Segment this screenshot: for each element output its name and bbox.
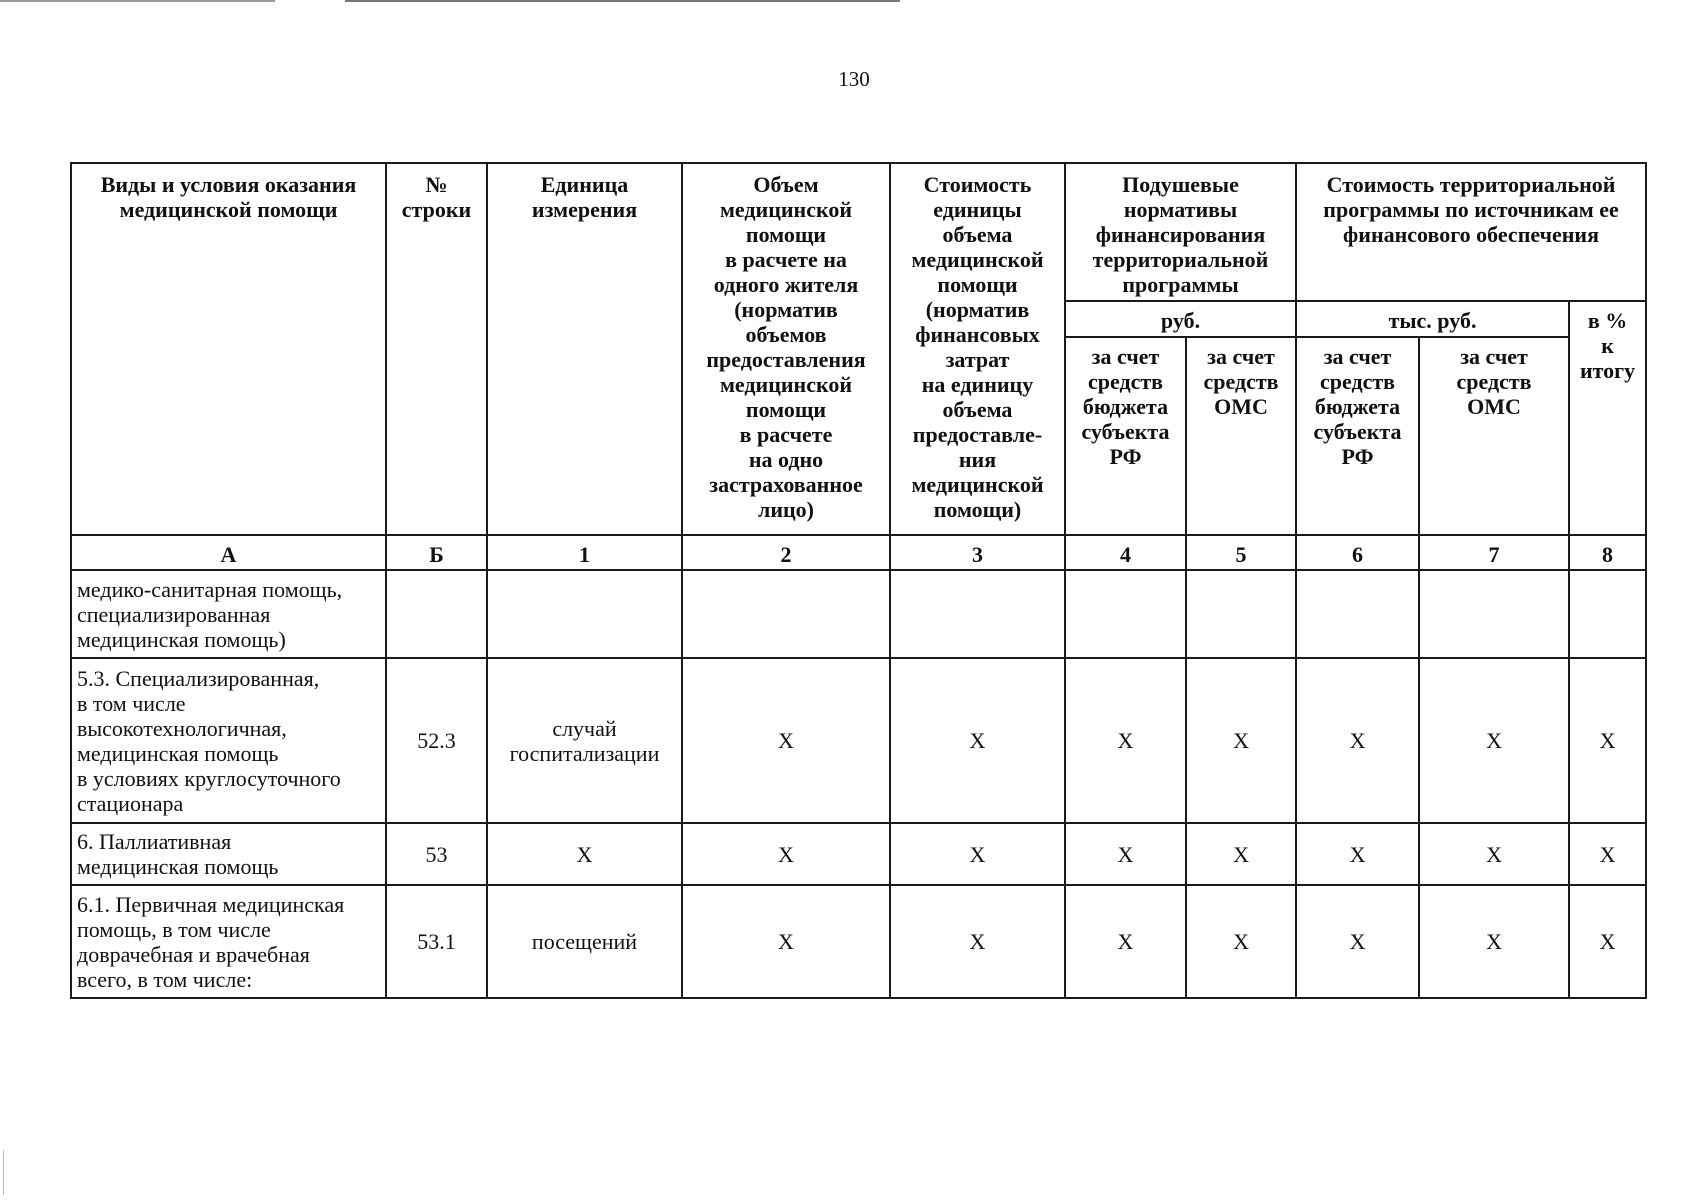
financing-table bbox=[70, 162, 1647, 999]
budget-thousand-cell: X bbox=[1296, 823, 1419, 885]
unit-cost-cell: X bbox=[890, 885, 1065, 998]
header-row bbox=[71, 163, 1646, 301]
unit-cell bbox=[487, 570, 682, 658]
percent-cell: X bbox=[1569, 658, 1646, 823]
column-index: 6 bbox=[1296, 535, 1419, 570]
volume-cell: X bbox=[682, 885, 890, 998]
column-index: 1 bbox=[487, 535, 682, 570]
percent-cell: X bbox=[1569, 885, 1646, 998]
header-volume: Объем медицинской помощи в расчете на одного жителя (норматив объемов предоставления медицинской помощи в расчете на одно застрахованное лицо) bbox=[682, 163, 890, 535]
column-index: 7 bbox=[1419, 535, 1569, 570]
unit-cell: посещений bbox=[487, 885, 682, 998]
column-index: Б bbox=[386, 535, 487, 570]
unit-cell: X bbox=[487, 823, 682, 885]
header-thousand-rub: тыс. руб. bbox=[1296, 301, 1569, 337]
unit-cost-cell bbox=[890, 570, 1065, 658]
oms-rub-cell bbox=[1186, 570, 1296, 658]
oms-thousand-cell bbox=[1419, 570, 1569, 658]
header-budget-thousand: за счет средств бюджета субъекта РФ bbox=[1296, 337, 1419, 535]
header-program-cost: Стоимость территориальной программы по источникам ее финансового обеспечения bbox=[1296, 163, 1646, 301]
oms-rub-cell: X bbox=[1186, 823, 1296, 885]
column-index: 3 bbox=[890, 535, 1065, 570]
table-row bbox=[71, 658, 1646, 823]
budget-rub-cell: X bbox=[1065, 658, 1186, 823]
unit-cell: случай госпитализации bbox=[487, 658, 682, 823]
header-oms-rub: за счет средств ОМС bbox=[1186, 337, 1296, 535]
percent-cell bbox=[1569, 570, 1646, 658]
oms-rub-cell: X bbox=[1186, 658, 1296, 823]
header-unit: Единица измерения bbox=[487, 163, 682, 535]
volume-cell: X bbox=[682, 823, 890, 885]
unit-cost-cell: X bbox=[890, 823, 1065, 885]
oms-thousand-cell: X bbox=[1419, 823, 1569, 885]
header-unit-cost: Стоимость единицы объема медицинской помощи (норматив финансовых затрат на единицу объема предоставле- ния медицинской помощи) bbox=[890, 163, 1065, 535]
budget-rub-cell bbox=[1065, 570, 1186, 658]
column-index: 2 bbox=[682, 535, 890, 570]
budget-thousand-cell: X bbox=[1296, 885, 1419, 998]
table-row bbox=[71, 570, 1646, 658]
scan-artifact-line bbox=[0, 0, 275, 2]
scan-artifact-line bbox=[345, 0, 900, 2]
oms-thousand-cell: X bbox=[1419, 885, 1569, 998]
volume-cell: X bbox=[682, 658, 890, 823]
column-index: 8 bbox=[1569, 535, 1646, 570]
column-index: 5 bbox=[1186, 535, 1296, 570]
budget-thousand-cell: X bbox=[1296, 658, 1419, 823]
row-number-cell: 52.3 bbox=[386, 658, 487, 823]
header-oms-thousand: за счет средств ОМС bbox=[1419, 337, 1569, 535]
row-number-cell: 53 bbox=[386, 823, 487, 885]
row-label: 5.3. Специализированная, в том числе высокотехнологичная, медицинская помощь в условиях круглосуточного стационара bbox=[71, 658, 386, 823]
table-row bbox=[71, 823, 1646, 885]
budget-rub-cell: X bbox=[1065, 823, 1186, 885]
row-label: медико-санитарная помощь, специализированная медицинская помощь) bbox=[71, 570, 386, 658]
table-row bbox=[71, 885, 1646, 998]
oms-rub-cell: X bbox=[1186, 885, 1296, 998]
oms-thousand-cell: X bbox=[1419, 658, 1569, 823]
header-budget-rub: за счет средств бюджета субъекта РФ bbox=[1065, 337, 1186, 535]
header-percent: в % к итогу bbox=[1569, 301, 1646, 535]
column-index: А bbox=[71, 535, 386, 570]
header-type-of-care: Виды и условия оказания медицинской помощи bbox=[71, 163, 386, 535]
scan-artifact-edge bbox=[3, 1150, 4, 1195]
header-rub: руб. bbox=[1065, 301, 1296, 337]
column-index-row bbox=[71, 535, 1646, 570]
percent-cell: X bbox=[1569, 823, 1646, 885]
volume-cell bbox=[682, 570, 890, 658]
row-label: 6. Паллиативная медицинская помощь bbox=[71, 823, 386, 885]
budget-thousand-cell bbox=[1296, 570, 1419, 658]
row-label: 6.1. Первичная медицинская помощь, в том числе доврачебная и врачебная всего, в том числе: bbox=[71, 885, 386, 998]
header-row-number: № строки bbox=[386, 163, 487, 535]
unit-cost-cell: X bbox=[890, 658, 1065, 823]
header-per-capita: Подушевые нормативы финансирования территориальной программы bbox=[1065, 163, 1296, 301]
page-number: 130 bbox=[838, 67, 870, 91]
column-index: 4 bbox=[1065, 535, 1186, 570]
row-number-cell: 53.1 bbox=[386, 885, 487, 998]
budget-rub-cell: X bbox=[1065, 885, 1186, 998]
row-number-cell bbox=[386, 570, 487, 658]
